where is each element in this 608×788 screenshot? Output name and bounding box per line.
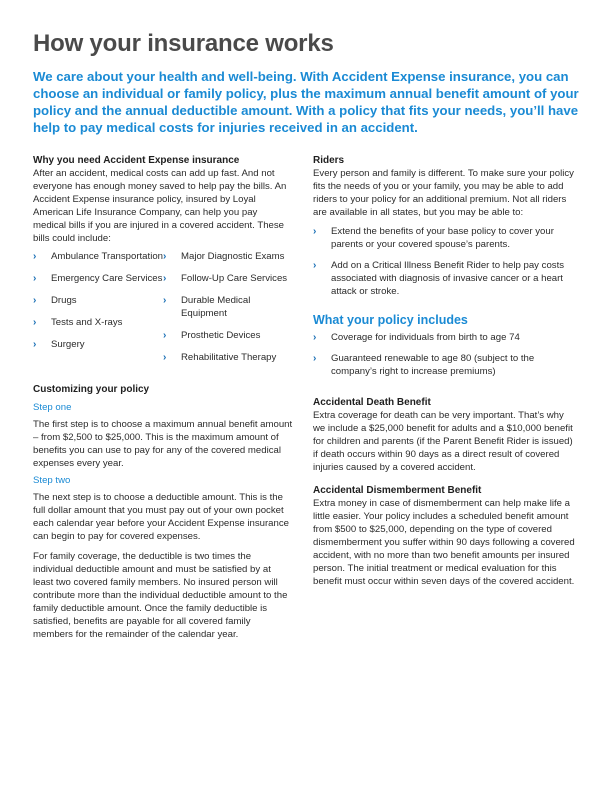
chevron-right-icon: › (163, 251, 167, 262)
riders-section (313, 154, 578, 298)
chevron-right-icon: › (163, 273, 167, 284)
left-column (33, 154, 293, 641)
chevron-right-icon: › (33, 339, 37, 350)
list-item: › Tests and X-rays (33, 317, 123, 328)
bills-list-right (163, 250, 293, 373)
family-deductible-body: For family coverage, the deductible is two times the individual deductible amount and must be satisfied by at least two covered family members. No insured person will contribute more than the individual deductible amount to the family deductible amount. Once the family deductible is satisfied, benefits are payable for all covered family members for the remainder of the calendar year. (33, 551, 288, 640)
list-item: › Major Diagnostic Exams (163, 251, 285, 262)
chevron-right-icon: › (163, 352, 167, 363)
dismemberment-benefit-section (313, 484, 578, 588)
chevron-right-icon: › (313, 226, 317, 237)
bills-list (33, 250, 293, 373)
includes-section (313, 312, 578, 378)
right-column (313, 154, 578, 588)
list-item: › Prosthetic Devices (163, 330, 261, 341)
customizing-heading: Customizing your policy (33, 384, 150, 395)
list-item: › Guaranteed renewable to age 80 (subject to the company’s right to increase premiums) (313, 353, 535, 377)
death-benefit-body: Extra coverage for death can be very important. That’s why we include a $25,000 benefit for adults and a $10,000 benefit for children and parents (if the Parent Benefit Rider is issued) if death occurs within 90 days as a direct result of covered injuries caused by a covered accident. (313, 410, 573, 473)
riders-heading: Riders (313, 155, 345, 166)
why-heading: Why you need Accident Expense insurance (33, 155, 240, 166)
step-two-body: The next step is to choose a deductible amount. This is the full dollar amount that you must pay out of your own pocket each calendar year before your Accident Expense insurance can begin to pay for covered expenses. (33, 492, 289, 542)
list-item: › Durable Medical Equipment (163, 295, 251, 319)
list-item: › Emergency Care Services (33, 273, 163, 284)
list-item: › Extend the benefits of your base policy to cover your parents or your covered spouse’s parents. (313, 226, 554, 250)
page-title: How your insurance works (33, 30, 334, 57)
why-section (33, 154, 293, 373)
step-one-body: The first step is to choose a maximum annual benefit amount – from $2,500 to $25,000. This is the maximum amount of benefits you can use to pay for any of the covered medical expenses every year. (33, 419, 293, 469)
chevron-right-icon: › (313, 332, 317, 343)
death-benefit-heading: Accidental Death Benefit (313, 397, 431, 408)
chevron-right-icon: › (163, 330, 167, 341)
list-item: › Drugs (33, 295, 77, 306)
intro-paragraph: We care about your health and well-being. With Accident Expense insurance, you can choose an individual or family policy, plus the maximum annual benefit amount of your policy and the annual deductible amount. With a policy that fits your needs, you’ll have help to pay medical costs for injuries received in an accident. (33, 69, 579, 135)
list-item: › Rehabilitative Therapy (163, 352, 277, 363)
dismemberment-benefit-heading: Accidental Dismemberment Benefit (313, 485, 482, 496)
list-item: › Coverage for individuals from birth to age 74 (313, 332, 520, 343)
bills-list-left (33, 250, 163, 373)
death-benefit-section (313, 396, 578, 474)
dismemberment-benefit-body: Extra money in case of dismemberment can help make life a little easier. Your policy includes a scheduled benefit amount from $500 to $25,000, depending on the type of covered dismemberment you suffer within 90 days following a covered accident, with no more than two benefit amounts per insured person. The initial treatment or medical evaluation for this benefit must occur within seven days of the covered accident. (313, 498, 575, 587)
chevron-right-icon: › (313, 260, 317, 271)
step-one-label: Step one (33, 402, 72, 413)
list-item: › Follow-Up Care Services (163, 273, 288, 284)
chevron-right-icon: › (33, 295, 37, 306)
chevron-right-icon: › (163, 295, 167, 306)
chevron-right-icon: › (33, 251, 37, 262)
list-item: › Surgery (33, 339, 85, 350)
chevron-right-icon: › (313, 353, 317, 364)
chevron-right-icon: › (33, 317, 37, 328)
chevron-right-icon: › (33, 273, 37, 284)
list-item: › Add on a Critical Illness Benefit Rider to help pay costs associated with diagnosis of invasive cancer or a heart attack or stroke. (313, 260, 565, 297)
why-body: After an accident, medical costs can add up fast. And not everyone has enough money saved to help pay the bills. An Accident Expense insurance policy, insured by Loyal American Life Insurance Company, can help you pay medical bills if you are injured in a covered accident. These bills could include: (33, 168, 287, 244)
list-item: › Ambulance Transportation (33, 251, 163, 262)
step-two-label: Step two (33, 475, 71, 486)
customizing-section (33, 383, 293, 641)
riders-body: Every person and family is different. To make sure your policy fits the needs of you or your family, you may be able to add riders to your policy for an additional premium. Not all riders are available in all states, but you may be able to: (313, 168, 574, 218)
includes-heading: What your policy includes (313, 313, 468, 327)
